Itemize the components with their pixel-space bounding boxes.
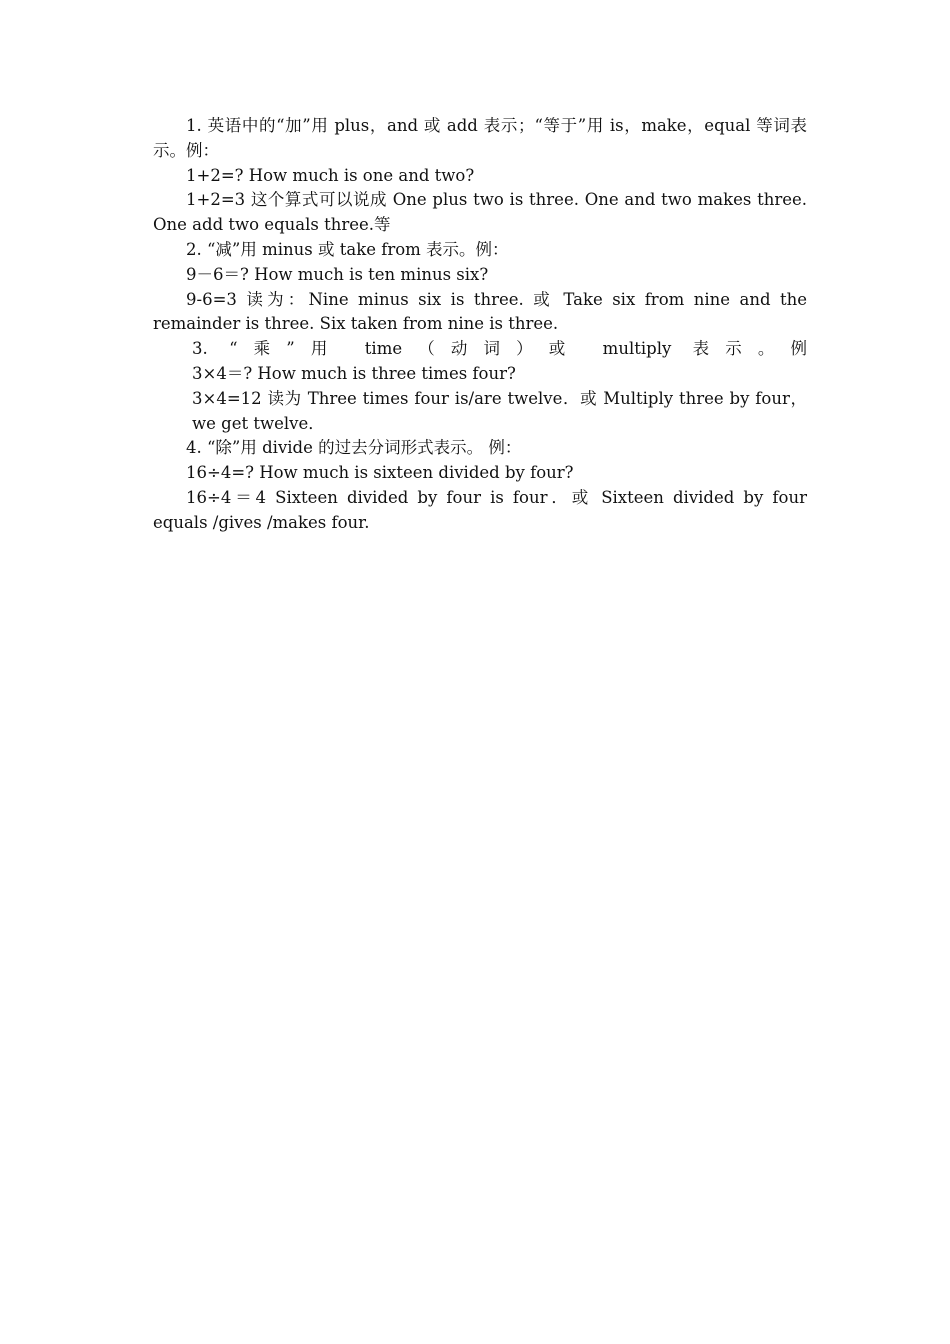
paragraph-multiplication-answer-cont: we get twelve．: [192, 413, 325, 433]
paragraph-multiplication-answer: 3×4=12 读为 Three times four is/are twelve．或 Multiply three by four，: [192, 388, 807, 408]
paragraph-addition-answer: 1+2=3 这个算式可以说成 One plus two is three. One and two makes three. One add two equals three.等: [153, 190, 807, 235]
paragraph-multiplication-rule: 3. “乘”用 time（动词）或 multiply 表示。例: [192, 339, 807, 359]
paragraph-subtraction-answer: 9-6=3 读为：Nine minus six is three. 或 Take six from nine and the remainder is three. Six taken from nine is three.: [153, 289, 807, 334]
paragraph-multiplication-question: 3×4＝? How much is three times four?: [192, 363, 516, 383]
document-body: [153, 114, 807, 536]
paragraph-subtraction-rule: 2. “减”用 minus 或 take from 表示。例：: [186, 239, 509, 259]
paragraph-subtraction-question: 9－6＝? How much is ten minus six?: [186, 264, 489, 284]
paragraph-division-question: 16÷4=? How much is sixteen divided by four?: [186, 463, 574, 483]
paragraph-division-answer: 16÷4＝4 Sixteen divided by four is four．或 Sixteen divided by four equals /gives /makes four.: [153, 487, 807, 532]
paragraph-addition-question: 1+2=? How much is one and two?: [186, 165, 475, 185]
paragraph-addition-rule: 1. 英语中的“加”用 plus，and 或 add 表示；“等于”用 is，make，equal 等词表示。例：: [153, 116, 807, 160]
paragraph-division-rule: 4. “除”用 divide 的过去分词形式表示。 例：: [186, 438, 522, 458]
